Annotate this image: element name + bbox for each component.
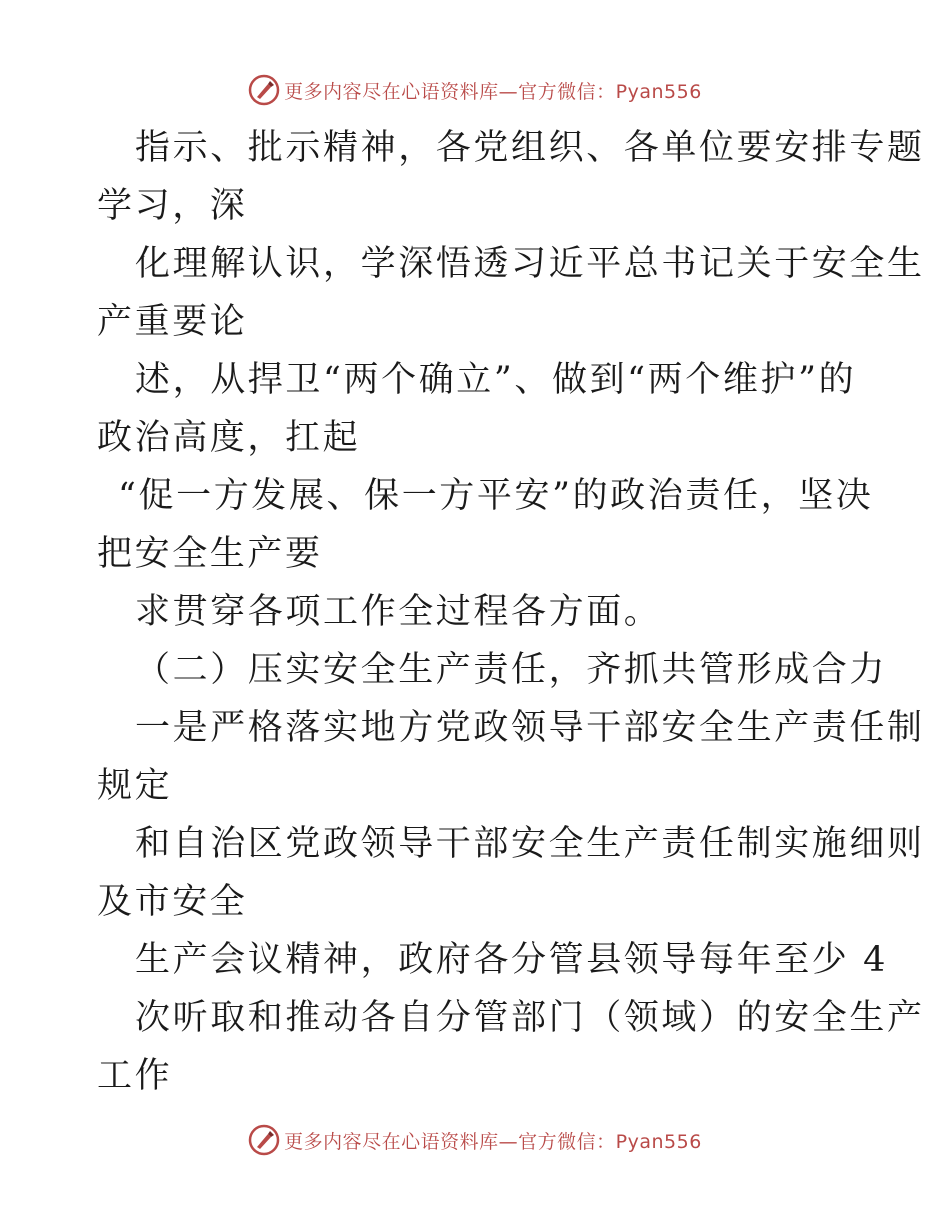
footer-watermark <box>0 1122 950 1158</box>
pen-logo-icon <box>248 74 280 106</box>
text-line: 和自治区党政领导干部安全生产责任制实施细则 <box>135 824 925 864</box>
text-line: 工作 <box>97 1056 173 1096</box>
text-line: 规定 <box>97 766 173 806</box>
text-line: “促一方发展、保一方平安”的政治责任，坚决 <box>118 476 874 516</box>
text-line: 把安全生产要 <box>97 534 323 574</box>
text-line: 指示、批示精神，各党组织、各单位要安排专题 <box>135 128 925 168</box>
text-line: 生产会议精神，政府各分管县领导每年至少 4 <box>135 940 888 980</box>
header-watermark <box>0 72 950 108</box>
watermark-text: 更多内容尽在心语资料库—官方微信：Pyan556 <box>284 1130 702 1153</box>
watermark-text: 更多内容尽在心语资料库—官方微信：Pyan556 <box>284 80 702 103</box>
text-line: 政治高度，扛起 <box>97 418 361 458</box>
text-line: 及市安全 <box>97 882 248 922</box>
text-line: 产重要论 <box>97 302 248 342</box>
text-line: 次听取和推动各自分管部门（领域）的安全生产 <box>135 998 925 1038</box>
text-line: 一是严格落实地方党政领导干部安全生产责任制 <box>135 708 925 748</box>
text-line: 化理解认识，学深悟透习近平总书记关于安全生 <box>135 244 925 284</box>
text-line: 求贯穿各项工作全过程各方面。 <box>135 592 662 632</box>
section-heading: （二）压实安全生产责任，齐抓共管形成合力 <box>135 650 888 690</box>
text-line: 学习，深 <box>97 186 248 226</box>
pen-logo-icon <box>248 1124 280 1156</box>
text-line: 述，从捍卫“两个确立”、做到“两个维护”的 <box>135 360 857 400</box>
